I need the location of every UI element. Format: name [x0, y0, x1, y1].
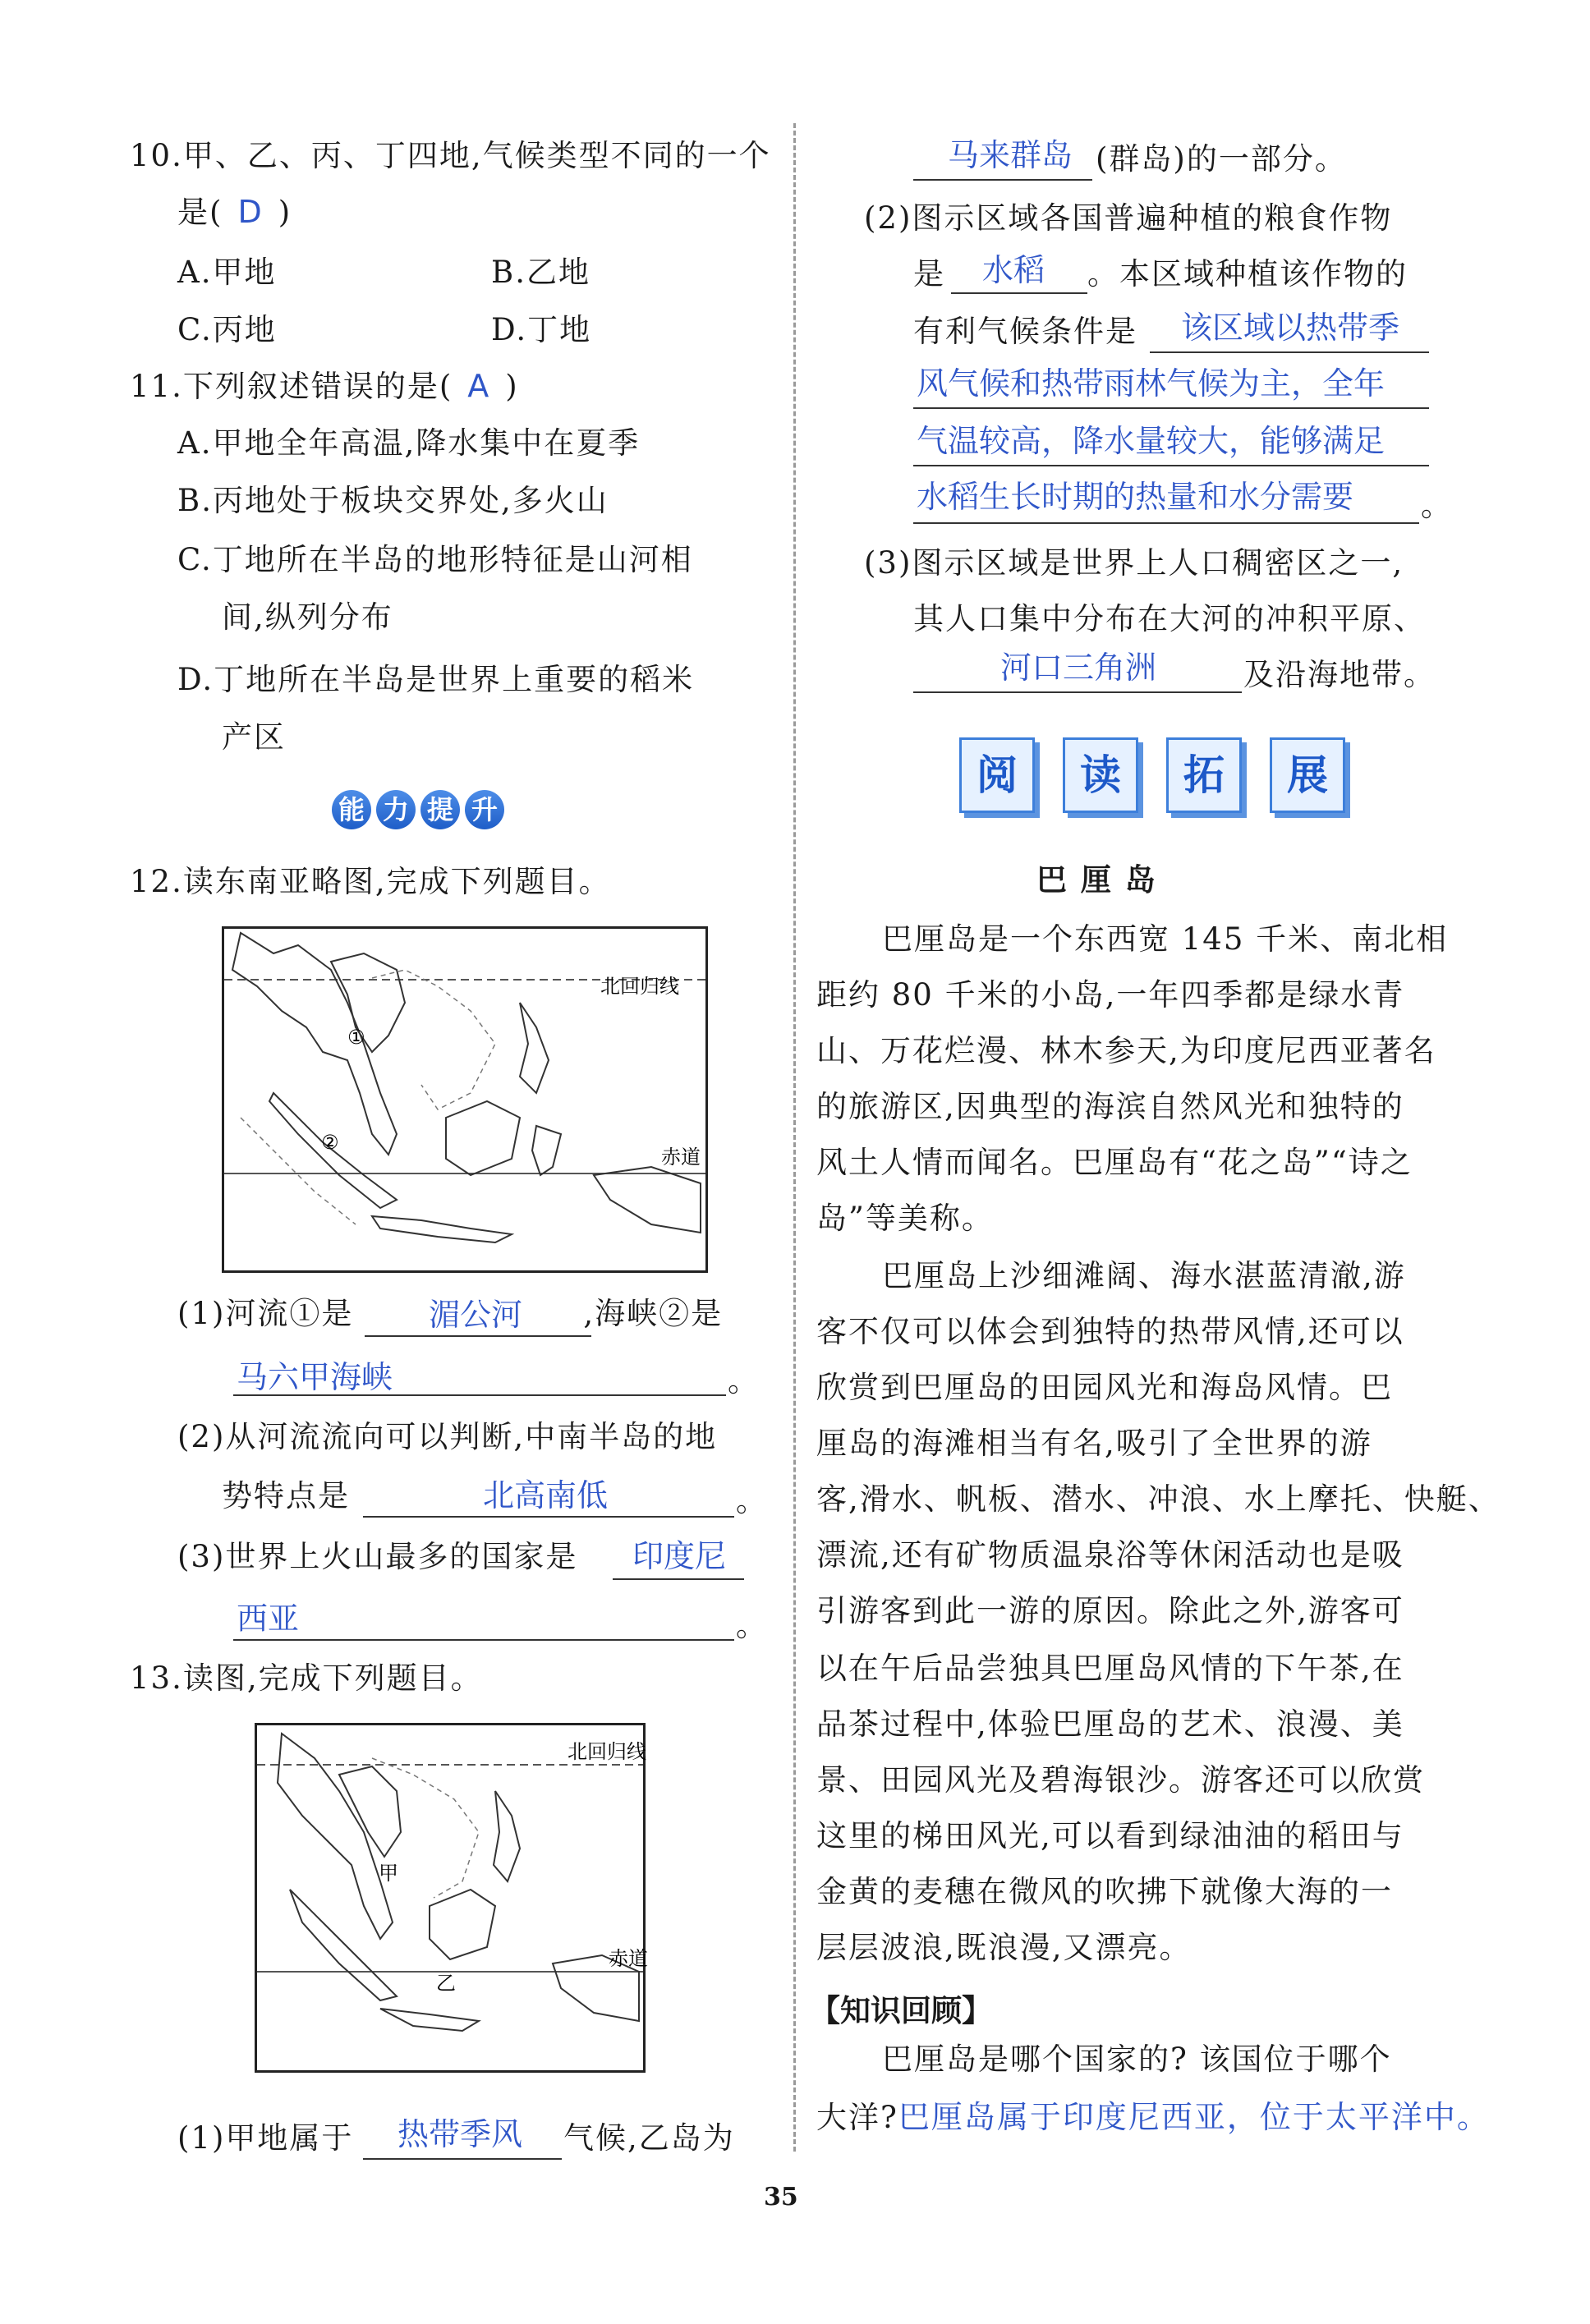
article-line-15: 品茶过程中,体验巴厘岛的艺术、浪漫、美	[816, 1706, 1404, 1742]
q13-map	[255, 1723, 646, 2073]
r-p3-answer: 河口三角洲	[1000, 650, 1157, 686]
q12-p1-answer2: 马六甲海峡	[237, 1359, 393, 1395]
q11-option-d-line2: 产区	[222, 719, 286, 755]
q12-map-tropic-label: 北回归线	[600, 975, 679, 998]
article-line-9: 欣赏到巴厘岛的田园风光和海岛风情。巴	[816, 1370, 1393, 1405]
q13-map-tropic-label: 北回归线	[568, 1740, 646, 1763]
r-p2-label: 是	[913, 256, 945, 292]
r-p2-answer: 水稻	[982, 252, 1045, 288]
q13-p1-post: 气候,乙岛为	[563, 2120, 735, 2156]
r-p2-blank	[951, 292, 1087, 294]
q12-p1-answer1: 湄公河	[429, 1297, 523, 1333]
q10-option-a: A.甲地	[177, 255, 277, 290]
q11-stem: 11.下列叙述错误的是( A )	[130, 368, 519, 404]
q12-p1-end: 。	[728, 1363, 760, 1399]
page-number: 35	[764, 2183, 798, 2211]
review-question: 巴厘岛是哪个国家的? 该国位于哪个	[882, 2042, 1392, 2077]
q12-p1-line1: (1)河流①是 ,海峡②是	[177, 1296, 724, 1331]
article-line-6: 岛”等美称。	[816, 1201, 994, 1236]
r-p2-end: 。	[1421, 488, 1453, 523]
q12-p2-label: 势特点是	[222, 1478, 350, 1513]
q10-option-c: C.丙地	[177, 312, 277, 347]
r-p2-blank-line4	[913, 522, 1419, 524]
q12-p2-end: 。	[736, 1483, 768, 1518]
r-p2-answer-line4: 水稻生长时期的热量和水分需要	[917, 479, 1354, 515]
r-p2-blank-line1	[1150, 351, 1429, 353]
q12-p3-answer2: 西亚	[237, 1601, 300, 1637]
article-line-10: 厘岛的海滩相当有名,吸引了全世界的游	[816, 1426, 1372, 1461]
r-p2-blank-line3	[913, 465, 1429, 466]
review-answer: 巴厘岛属于印度尼西亚，位于太平洋中。	[898, 2099, 1490, 2135]
r-p2-blank-line2	[913, 407, 1429, 409]
q13-map-equator-label: 赤道	[609, 1947, 648, 1970]
q11-answer: A	[467, 368, 491, 404]
r-p3-post: 及沿海地带。	[1243, 657, 1436, 692]
article-line-19: 层层波浪,既浪漫,又漂亮。	[816, 1930, 1192, 1965]
q12-map	[222, 926, 708, 1273]
q11-option-c-line1: C.丁地所在半岛的地形特征是山河相	[177, 542, 693, 577]
r-p2-answer-line1: 该区域以热带季	[1181, 310, 1400, 346]
q13-map-label-yi: 乙	[436, 1972, 456, 1995]
article-line-5: 风土人情而闻名。巴厘岛有“花之岛”“诗之	[816, 1145, 1413, 1180]
q13-map-drawing	[257, 1725, 648, 2070]
q10-option-d: D.丁地	[491, 312, 592, 347]
r-p2-answer-line3: 气温较高，降水量较大，能够满足	[917, 423, 1386, 459]
article-line-16: 景、田园风光及碧海银沙。游客还可以欣赏	[816, 1762, 1425, 1798]
section-title-nengli: 能 力 提 升	[332, 790, 509, 829]
article-title: 巴 厘 岛	[1036, 862, 1157, 898]
article-line-17: 这里的梯田风光,可以看到绿油油的稻田与	[816, 1818, 1404, 1853]
r-p3-line2: 其人口集中分布在大河的冲积平原、	[913, 601, 1426, 636]
q12-map-marker-2: ②	[321, 1131, 339, 1154]
article-line-12: 漂流,还有矿物质温泉浴等休闲活动也是吸	[816, 1537, 1404, 1573]
r-p2-line3-label: 有利气候条件是	[913, 314, 1137, 349]
r-p2-post: 。本区域种植该作物的	[1087, 256, 1408, 292]
q13-p1-answer: 热带季风	[398, 2116, 523, 2152]
article-line-2: 距约 80 千米的小岛,一年四季都是绿水青	[816, 977, 1405, 1013]
q12-p3-answer1: 印度尼	[632, 1538, 727, 1574]
q11-option-b: B.丙地处于板块交界处,多火山	[177, 483, 609, 518]
r-cont-blank	[913, 179, 1092, 181]
column-divider	[793, 123, 796, 2152]
q12-p1-blank1	[365, 1335, 591, 1337]
r-cont-answer: 马来群岛	[948, 137, 1073, 173]
q10-answer: D	[237, 194, 264, 230]
q13-p1-label: (1)甲地属于	[177, 2120, 354, 2156]
r-p2-line1: (2)图示区域各国普遍种植的粮食作物	[864, 200, 1393, 236]
q12-map-marker-1: ①	[347, 1026, 365, 1049]
q13-stem: 13.读图,完成下列题目。	[130, 1660, 483, 1696]
review-question-2: 大洋?巴厘岛属于印度尼西亚，位于太平洋中。	[816, 2099, 1490, 2135]
article-line-11: 客,滑水、帆板、潜水、冲浪、水上摩托、快艇、	[816, 1481, 1500, 1517]
q11-option-a: A.甲地全年高温,降水集中在夏季	[177, 425, 641, 461]
q10-option-b: B.乙地	[491, 255, 591, 290]
article-line-8: 客不仅可以体会到独特的热带风情,还可以	[816, 1314, 1404, 1349]
section-title-reading: 阅 读 拓 展	[959, 737, 1373, 813]
q12-p2-line1: (2)从河流流向可以判断,中南半岛的地	[177, 1419, 718, 1454]
q11-option-d-line1: D.丁地所在半岛是世界上重要的稻米	[177, 662, 695, 697]
article-line-14: 以在午后品尝独具巴厘岛风情的下午茶,在	[816, 1651, 1404, 1686]
q12-map-drawing	[224, 929, 705, 1270]
review-title: 【知识回顾】	[810, 1993, 992, 2028]
article-line-18: 金黄的麦穗在微风的吹拂下就像大海的一	[816, 1874, 1393, 1909]
q12-p3-label: (3)世界上火山最多的国家是	[177, 1539, 578, 1574]
q12-p3-blank2	[233, 1639, 734, 1641]
q13-p1-blank	[363, 2158, 562, 2160]
q10-stem-line2: 是( D )	[177, 194, 292, 230]
q12-p3-blank1	[613, 1578, 744, 1580]
q12-stem: 12.读东南亚略图,完成下列题目。	[130, 864, 611, 899]
q13-map-label-jia: 甲	[379, 1862, 398, 1885]
q10-stem-line1: 10.甲、乙、丙、丁四地,气候类型不同的一个	[130, 138, 771, 173]
article-line-1: 巴厘岛是一个东西宽 145 千米、南北相	[882, 921, 1449, 957]
r-p2-answer-line2: 风气候和热带雨林气候为主，全年	[917, 365, 1386, 402]
q12-p2-blank	[363, 1516, 734, 1518]
article-line-3: 山、万花烂漫、林木参天,为印度尼西亚著名	[816, 1033, 1436, 1068]
article-line-13: 引游客到此一游的原因。除此之外,游客可	[816, 1593, 1404, 1628]
article-line-4: 的旅游区,因典型的海滨自然风光和独特的	[816, 1089, 1404, 1124]
r-p3-blank	[913, 691, 1242, 693]
article-line-7: 巴厘岛上沙细滩阔、海水湛蓝清澈,游	[882, 1258, 1406, 1293]
q12-p2-answer: 北高南低	[483, 1477, 609, 1513]
r-cont-post: (群岛)的一部分。	[1096, 141, 1347, 177]
r-p3-line1: (3)图示区域是世界上人口稠密区之一,	[864, 545, 1404, 581]
q12-p3-end: 。	[736, 1608, 768, 1643]
q11-option-c-line2: 间,纵列分布	[222, 599, 393, 635]
q12-map-equator-label: 赤道	[661, 1146, 701, 1169]
